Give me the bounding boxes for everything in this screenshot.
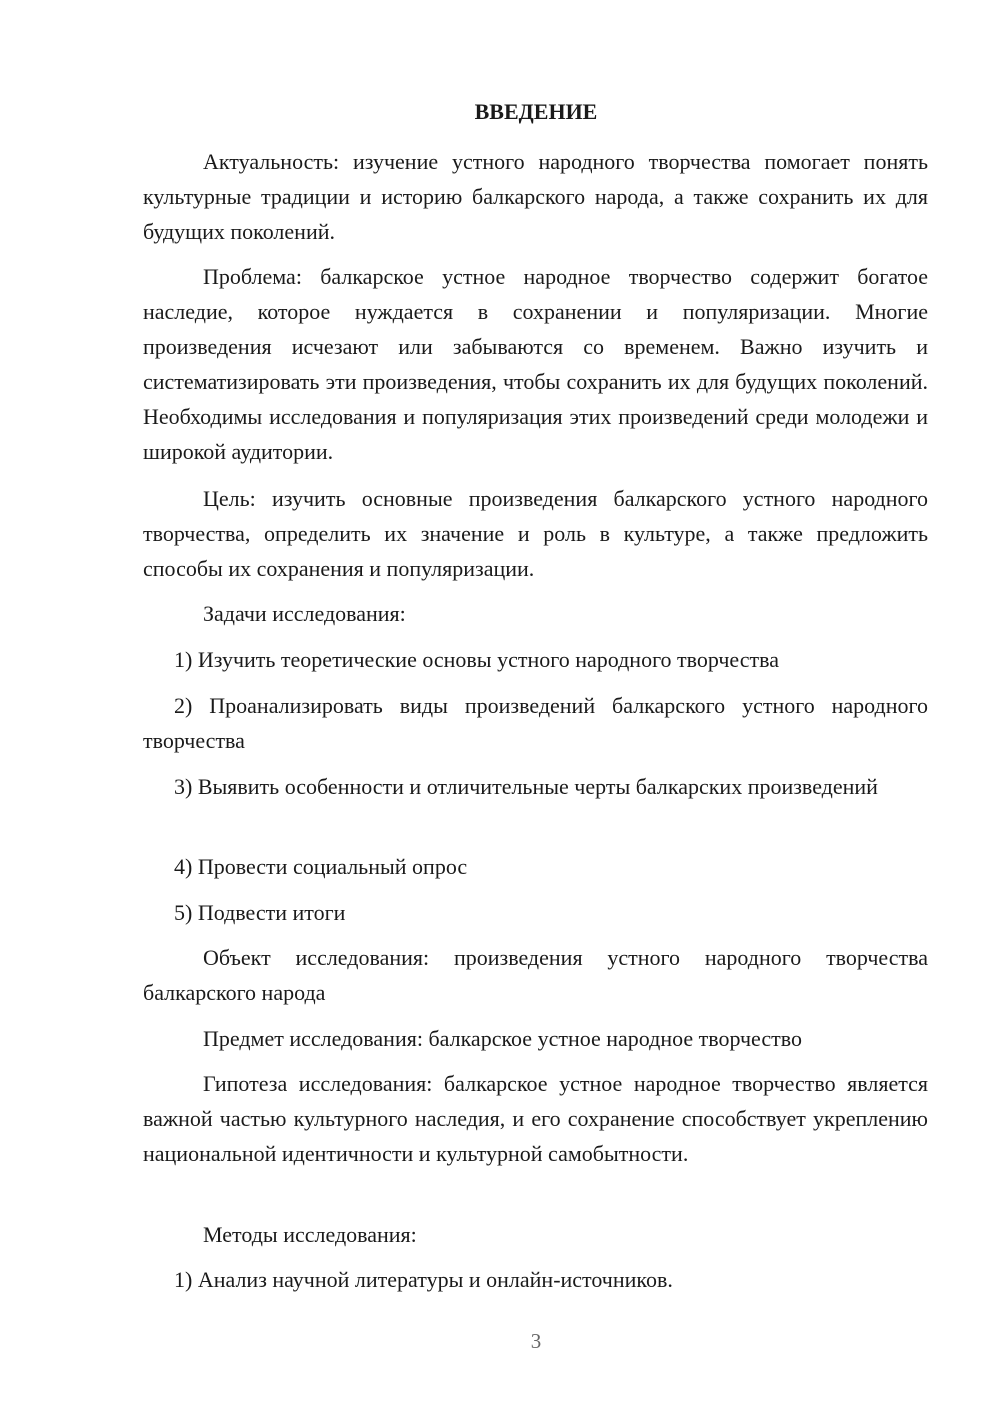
task-item-3: 3) Выявить особенности и отличительные черты балкарских произведений [174,774,878,799]
section-heading: ВВЕДЕНИЕ [474,99,598,124]
paragraph-relevance: Актуальность: изучение устного народного творчества помогает понять культурные традиции и историю балкарского народа, а также сохранить их для будущих поколений. [143,149,928,244]
paragraph-subject: Предмет исследования: балкарское устное народное творчество [203,1026,802,1051]
task-item-5: 5) Подвести итоги [174,900,346,925]
paragraph-methods-heading: Методы исследования: [203,1222,417,1247]
paragraph-goal: Цель: изучить основные произведения балкарского устного народного творчества, определить их значение и роль в культуре, а также предложить способы их сохранения и популяризации. [143,486,928,581]
paragraph-problem: Проблема: балкарское устное народное творчество содержит богатое наследие, которое нуждается в сохранении и популяризации. Многие произведения исчезают или забываются со временем. Важно изучить и систематизировать эти произведения, чтобы сохранить их для будущих поколений. Необходимы исследования и популяризация этих произведений среди молодежи и широкой аудитории. [143,264,928,464]
page-number: 3 [530,1329,542,1353]
paragraph-tasks-heading: Задачи исследования: [203,601,406,626]
task-item-1: 1) Изучить теоретические основы устного народного творчества [174,647,779,672]
task-item-2: 2) Проанализировать виды произведений балкарского устного народного творчества [143,693,928,753]
task-item-4: 4) Провести социальный опрос [174,854,468,879]
method-item-1: 1) Анализ научной литературы и онлайн-источников. [174,1267,673,1292]
paragraph-hypothesis: Гипотеза исследования: балкарское устное народное творчество является важной частью культурного наследия, и его сохранение способствует укреплению национальной идентичности и культурной самобытности. [143,1071,928,1166]
paragraph-object: Объект исследования: произведения устного народного творчества балкарского народа [143,945,928,1005]
